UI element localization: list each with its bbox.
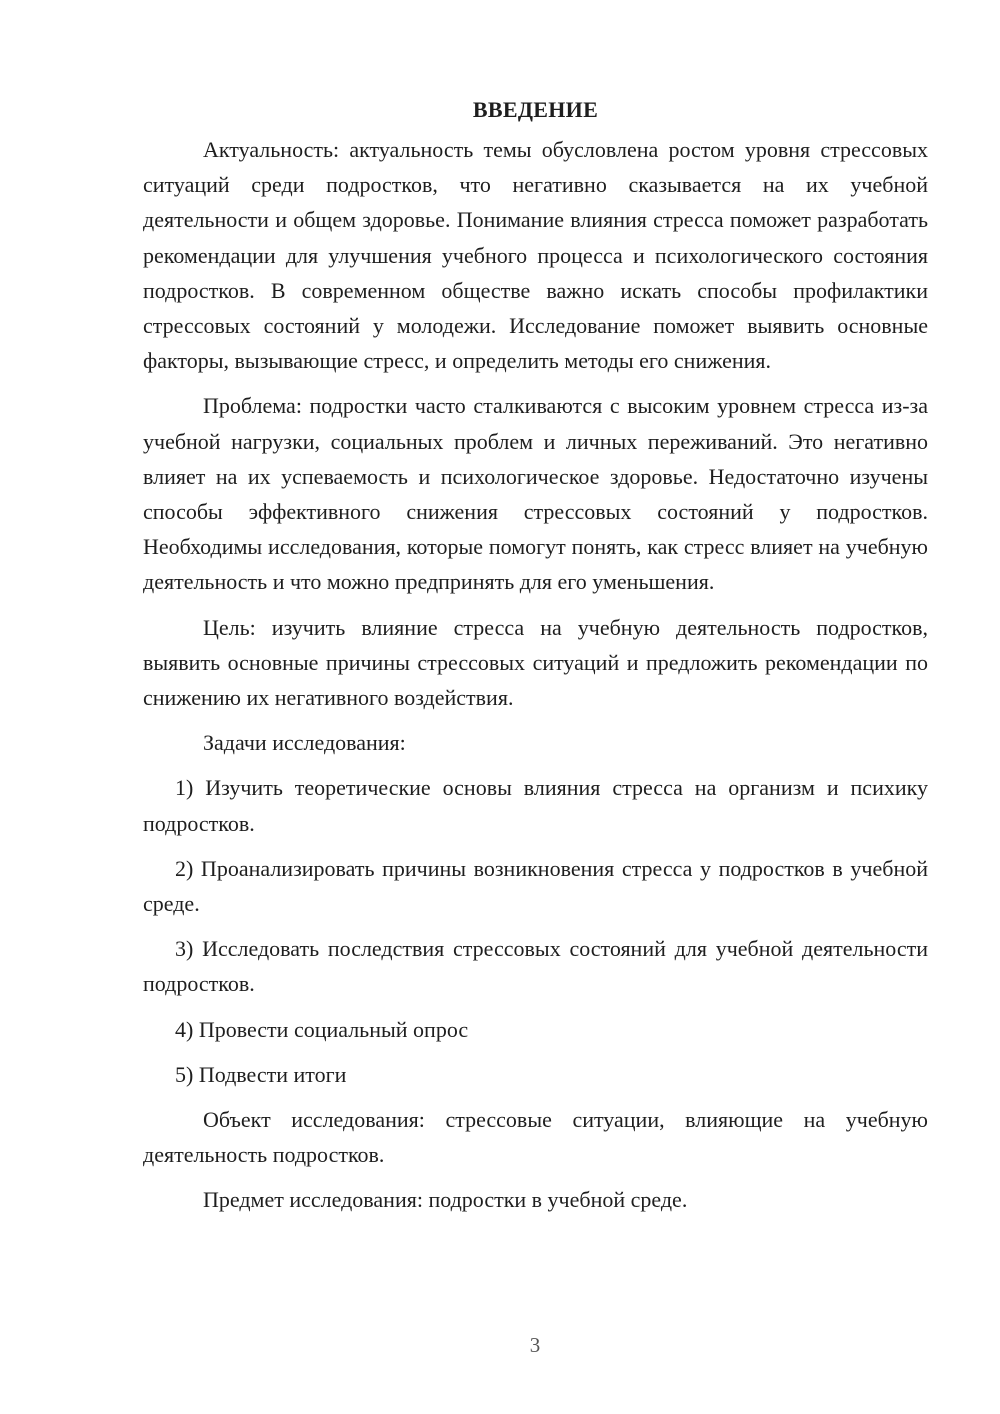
object-paragraph: Объект исследования: стрессовые ситуации, влияющие на учебную деятельность подростков. [143,1107,928,1168]
section-heading: ВВЕДЕНИЕ [472,97,599,122]
task-item-5: 5) Подвести итоги [175,1061,347,1087]
subject-paragraph: Предмет исследования: подростки в учебной среде. [203,1187,688,1213]
document-page [143,92,928,1218]
task-item-4: 4) Провести социальный опрос [175,1016,469,1042]
tasks-heading: Задачи исследования: [203,730,406,756]
task-item-2: 2) Проанализировать причины возникновения стресса у подростков в учебной среде. [143,855,928,917]
task-item-1: 1) Изучить теоретические основы влияния стресса на организм и психику подростков. [143,775,928,836]
page-number: 3 [529,1333,541,1357]
task-item-3: 3) Исследовать последствия стрессовых состояний для учебной деятельности подростков. [143,936,928,997]
goal-paragraph: Цель: изучить влияние стресса на учебную деятельность подростков, выявить основные причины стрессовых ситуаций и предложить рекомендации по снижению их негативного воздействия. [143,614,928,711]
problem-paragraph: Проблема: подростки часто сталкиваются с высоким уровнем стресса из-за учебной нагрузки, социальных проблем и личных переживаний. Это негативно влияет на их успеваемость и психологическое здоровье. Недостаточно изучены способы эффективного снижения стрессовых состояний у подростков. Необходимы исследования, которые помогут понять, как стресс влияет на учебную деятельность и что можно предпринять для его уменьшения. [143,393,928,595]
relevance-paragraph: Актуальность: актуальность темы обусловлена ростом уровня стрессовых ситуаций среди подростков, что негативно сказывается на их учебной деятельности и общем здоровье. Понимание влияния стресса поможет разработать рекомендации для улучшения учебного процесса и психологического состояния подростков. В современном обществе важно искать способы профилактики стрессовых состояний у молодежи. Исследование поможет выявить основные факторы, вызывающие стресс, и определить методы его снижения. [143,137,928,374]
